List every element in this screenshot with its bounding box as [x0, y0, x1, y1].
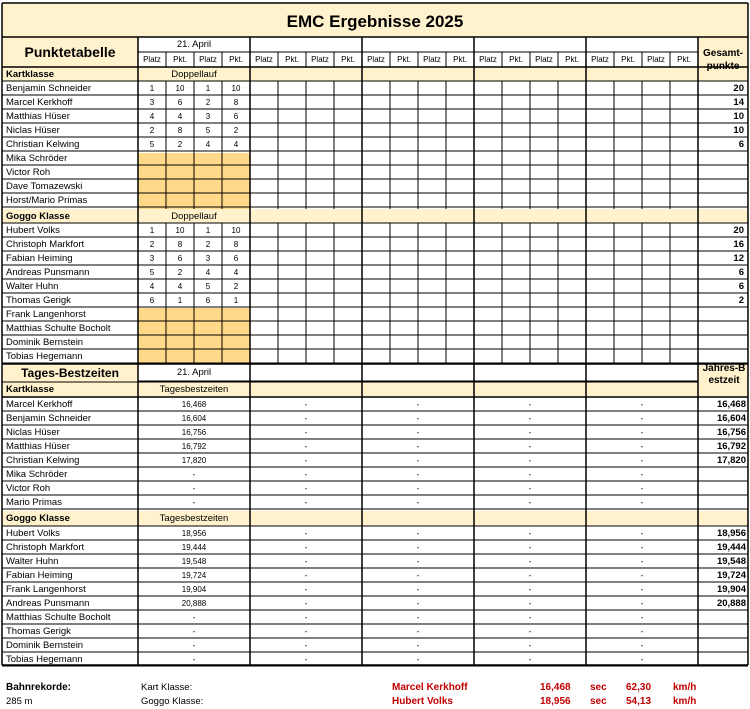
empty-race-dash: - — [304, 470, 308, 479]
goggo-class-label: Goggo Klasse — [6, 211, 70, 222]
goggo-points-row-r1-pkt: 4 — [177, 282, 183, 291]
pkt-column-header: Pkt. — [341, 55, 355, 64]
empty-race-dash: - — [416, 613, 420, 622]
empty-race-dash: - — [528, 442, 532, 451]
goggo-time-row-name: Hubert Volks — [6, 528, 60, 539]
kart-points-row-r1-pkt: 2 — [177, 140, 183, 149]
kart-points-row-r2-pkt: 8 — [233, 98, 239, 107]
goggo-time-row-year-best: 19,724 — [716, 570, 746, 581]
footer-kart-speed-unit: km/h — [673, 682, 697, 693]
times-date-label: 21. April — [176, 367, 212, 378]
goggo-time-row-time: - — [192, 641, 196, 650]
goggo-time-row-name: Andreas Punsmann — [6, 598, 90, 609]
kart-time-row-name: Matthias Hüser — [6, 441, 70, 452]
kart-time-row-name: Mika Schröder — [6, 469, 68, 480]
empty-race-dash: - — [528, 498, 532, 507]
kart-points-row-name: Victor Roh — [6, 167, 51, 178]
platz-column-header: Platz — [647, 55, 665, 64]
platz-column-header: Platz — [311, 55, 329, 64]
empty-race-dash: - — [416, 442, 420, 451]
empty-race-dash: - — [528, 414, 532, 423]
empty-race-dash: - — [304, 442, 308, 451]
goggo-points-row-r2-platz: 5 — [205, 282, 211, 291]
empty-race-dash: - — [416, 414, 420, 423]
kart-points-row-total: 10 — [733, 111, 744, 122]
kart-points-row-name: Matthias Hüser — [6, 111, 70, 122]
bestzeiten-goggo-event-label: Tagesbestzeiten — [159, 513, 229, 524]
empty-race-dash: - — [304, 543, 308, 552]
goggo-points-row-r2-pkt: 4 — [233, 268, 239, 277]
platz-column-header: Platz — [535, 55, 553, 64]
kart-time-row-name: Victor Roh — [6, 483, 51, 494]
empty-race-dash: - — [416, 456, 420, 465]
empty-race-dash: - — [640, 543, 644, 552]
kart-time-row-year-best: 16,604 — [716, 413, 746, 424]
kart-points-row-r2-platz: 2 — [205, 98, 211, 107]
goggo-points-row-r2-platz: 6 — [205, 296, 211, 305]
footer-label: Bahnrekorde: — [6, 682, 72, 693]
empty-race-dash: - — [640, 571, 644, 580]
kart-time-row-time: - — [192, 484, 196, 493]
platz-column-header: Platz — [479, 55, 497, 64]
empty-race-dash: - — [640, 627, 644, 636]
jahres-bestzeit-header — [700, 363, 748, 395]
kart-time-row-time: - — [192, 470, 196, 479]
goggo-points-row-name: Christoph Markfort — [6, 239, 85, 250]
kart-time-row-name: Niclas Hüser — [6, 427, 60, 438]
kart-points-row-total: 10 — [733, 125, 744, 136]
empty-race-dash: - — [304, 599, 308, 608]
empty-race-dash: - — [416, 543, 420, 552]
goggo-points-row-r2-pkt: 6 — [233, 254, 239, 263]
empty-race-dash: - — [304, 585, 308, 594]
empty-race-dash: - — [528, 428, 532, 437]
empty-race-dash: - — [640, 400, 644, 409]
platz-column-header: Platz — [591, 55, 609, 64]
goggo-points-row-r2-pkt: 1 — [233, 296, 239, 305]
footer-goggo-holder: Hubert Volks — [392, 696, 453, 707]
kart-points-row-r1-pkt: 4 — [177, 112, 183, 121]
goggo-points-row-r1-pkt: 2 — [177, 268, 183, 277]
empty-race-dash: - — [528, 641, 532, 650]
kart-points-row-r2-pkt: 4 — [233, 140, 239, 149]
goggo-points-row-r1-platz: 3 — [149, 254, 155, 263]
kart-time-row-time: 17,820 — [181, 456, 207, 465]
footer-goggo-speed: 54,13 — [626, 696, 652, 707]
kart-time-row-time: - — [192, 498, 196, 507]
empty-race-dash: - — [416, 585, 420, 594]
goggo-time-row-time: 19,904 — [181, 585, 207, 594]
goggo-points-row-name: Frank Langenhorst — [6, 309, 86, 320]
empty-race-dash: - — [416, 498, 420, 507]
goggo-points-row-r1-platz: 1 — [149, 226, 155, 235]
empty-race-dash: - — [416, 529, 420, 538]
pkt-column-header: Pkt. — [285, 55, 299, 64]
kart-time-row-time: 16,792 — [181, 442, 207, 451]
empty-race-dash: - — [304, 613, 308, 622]
empty-race-dash: - — [416, 470, 420, 479]
goggo-points-row-r1-platz: 2 — [149, 240, 155, 249]
goggo-points-row-total: 16 — [733, 239, 744, 250]
kart-points-row-name: Horst/Mario Primas — [6, 195, 88, 206]
goggo-points-row-r1-platz: 6 — [149, 296, 155, 305]
goggo-event-label: Doppellauf — [171, 211, 217, 222]
empty-race-dash: - — [528, 599, 532, 608]
goggo-points-row-r1-pkt: 8 — [177, 240, 183, 249]
goggo-points-row-total: 6 — [738, 281, 744, 292]
gesamtpunkte-header — [698, 47, 748, 73]
goggo-time-row-year-best: 19,904 — [716, 584, 746, 595]
empty-race-dash: - — [304, 428, 308, 437]
empty-race-dash: - — [416, 400, 420, 409]
empty-race-dash: - — [416, 641, 420, 650]
footer-track-length: 285 m — [6, 696, 33, 707]
kart-points-row-r1-pkt: 8 — [177, 126, 183, 135]
kart-time-row-name: Marcel Kerkhoff — [6, 399, 73, 410]
goggo-points-row-r1-platz: 4 — [149, 282, 155, 291]
footer-kart-time-unit: sec — [590, 682, 607, 693]
goggo-points-row-r2-platz: 3 — [205, 254, 211, 263]
goggo-time-row-name: Frank Langenhorst — [6, 584, 86, 595]
kart-points-row-r1-platz: 3 — [149, 98, 155, 107]
pkt-column-header: Pkt. — [565, 55, 579, 64]
empty-race-dash: - — [304, 557, 308, 566]
kart-points-row-name: Benjamin Schneider — [6, 83, 92, 94]
pkt-column-header: Pkt. — [621, 55, 635, 64]
pkt-column-header: Pkt. — [677, 55, 691, 64]
kart-time-row-year-best: 16,792 — [716, 441, 746, 452]
kart-time-row-time: 16,604 — [181, 414, 207, 423]
platz-column-header: Platz — [199, 55, 217, 64]
empty-race-dash: - — [304, 655, 308, 664]
goggo-time-row-time: 18,956 — [181, 529, 207, 538]
empty-race-dash: - — [640, 470, 644, 479]
kart-time-row-year-best: 17,820 — [716, 455, 746, 466]
goggo-points-row-r1-platz: 5 — [149, 268, 155, 277]
footer-goggo-time-unit: sec — [590, 696, 607, 707]
goggo-points-row-r2-platz: 2 — [205, 240, 211, 249]
kart-time-row-year-best: 16,756 — [716, 427, 746, 438]
kart-points-row-r1-platz: 1 — [149, 84, 155, 93]
empty-race-dash: - — [640, 557, 644, 566]
empty-race-dash: - — [640, 428, 644, 437]
bestzeiten-kart-class-label: Kartklasse — [6, 384, 55, 395]
goggo-time-row-name: Tobias Hegemann — [6, 654, 83, 665]
empty-race-dash: - — [304, 627, 308, 636]
empty-race-dash: - — [528, 400, 532, 409]
goggo-time-row-name: Thomas Gerigk — [6, 626, 71, 637]
pkt-column-header: Pkt. — [453, 55, 467, 64]
kart-class-label: Kartklasse — [6, 69, 55, 80]
footer-kart-time: 16,468 — [540, 682, 571, 693]
footer-kart-speed: 62,30 — [626, 682, 652, 693]
empty-race-dash: - — [304, 400, 308, 409]
kart-points-row-r2-platz: 4 — [205, 140, 211, 149]
kart-points-row-name: Marcel Kerkhoff — [6, 97, 73, 108]
footer-goggo-time: 18,956 — [540, 696, 571, 707]
kart-points-row-r1-pkt: 6 — [177, 98, 183, 107]
kart-points-row-r2-platz: 3 — [205, 112, 211, 121]
kart-points-row-r1-platz: 2 — [149, 126, 155, 135]
kart-points-row-r1-pkt: 10 — [175, 84, 185, 93]
goggo-time-row-time: 20,888 — [181, 599, 207, 608]
goggo-time-row-time: - — [192, 613, 196, 622]
kart-time-row-time: 16,756 — [181, 428, 207, 437]
empty-race-dash: - — [528, 585, 532, 594]
goggo-time-row-time: 19,444 — [181, 543, 207, 552]
empty-race-dash: - — [416, 428, 420, 437]
goggo-points-row-total: 6 — [738, 267, 744, 278]
points-date-label: 21. April — [176, 39, 212, 50]
empty-race-dash: - — [528, 470, 532, 479]
tages-bestzeiten-heading: Tages-Bestzeiten — [21, 366, 119, 380]
bestzeiten-kart-event-label: Tagesbestzeiten — [159, 384, 229, 395]
goggo-points-row-r2-platz: 1 — [205, 226, 211, 235]
punktetabelle-heading: Punktetabelle — [24, 44, 116, 60]
empty-race-dash: - — [528, 627, 532, 636]
pkt-column-header: Pkt. — [397, 55, 411, 64]
empty-race-dash: - — [528, 484, 532, 493]
goggo-time-row-name: Matthias Schulte Bocholt — [6, 612, 111, 623]
empty-race-dash: - — [416, 571, 420, 580]
empty-race-dash: - — [640, 613, 644, 622]
goggo-time-row-name: Dominik Bernstein — [6, 640, 84, 651]
kart-time-row-time: 16,468 — [181, 400, 207, 409]
empty-race-dash: - — [304, 498, 308, 507]
goggo-points-row-r2-platz: 4 — [205, 268, 211, 277]
goggo-points-row-total: 2 — [738, 295, 744, 306]
kart-time-row-name: Christian Kelwing — [6, 455, 80, 466]
goggo-time-row-name: Christoph Markfort — [6, 542, 85, 553]
kart-time-row-name: Mario Primas — [6, 497, 62, 508]
empty-race-dash: - — [640, 498, 644, 507]
kart-points-row-r2-pkt: 6 — [233, 112, 239, 121]
pkt-column-header: Pkt. — [173, 55, 187, 64]
empty-race-dash: - — [304, 571, 308, 580]
goggo-time-row-year-best: 18,956 — [716, 528, 746, 539]
footer-kart-class: Kart Klasse: — [141, 682, 193, 693]
empty-race-dash: - — [304, 456, 308, 465]
empty-race-dash: - — [416, 627, 420, 636]
goggo-points-row-name: Thomas Gerigk — [6, 295, 71, 306]
empty-race-dash: - — [416, 557, 420, 566]
kart-points-row-r2-pkt: 2 — [233, 126, 239, 135]
kart-points-row-r2-platz: 5 — [205, 126, 211, 135]
platz-column-header: Platz — [367, 55, 385, 64]
empty-race-dash: - — [528, 543, 532, 552]
empty-race-dash: - — [304, 529, 308, 538]
kart-points-row-name: Dave Tomazewski — [6, 181, 83, 192]
empty-race-dash: - — [416, 655, 420, 664]
kart-time-row-year-best: 16,468 — [716, 399, 746, 410]
goggo-points-row-name: Walter Huhn — [6, 281, 59, 292]
goggo-points-row-name: Fabian Heiming — [6, 253, 73, 264]
platz-column-header: Platz — [143, 55, 161, 64]
empty-race-dash: - — [640, 641, 644, 650]
jahres-bestzeit-label: Jahres-Bestzeit — [702, 363, 746, 386]
goggo-points-row-name: Andreas Punsmann — [6, 267, 90, 278]
kart-points-row-name: Niclas Hüser — [6, 125, 60, 136]
goggo-points-row-total: 20 — [733, 225, 744, 236]
pkt-column-header: Pkt. — [229, 55, 243, 64]
goggo-points-row-r2-pkt: 2 — [233, 282, 239, 291]
empty-race-dash: - — [304, 414, 308, 423]
goggo-points-row-r1-pkt: 1 — [177, 296, 183, 305]
kart-points-row-r2-pkt: 10 — [231, 84, 241, 93]
kart-points-row-total: 14 — [733, 97, 744, 108]
goggo-time-row-name: Fabian Heiming — [6, 570, 73, 581]
empty-race-dash: - — [640, 585, 644, 594]
goggo-time-row-name: Walter Huhn — [6, 556, 59, 567]
goggo-points-row-name: Tobias Hegemann — [6, 351, 83, 362]
kart-points-row-r1-platz: 4 — [149, 112, 155, 121]
platz-column-header: Platz — [423, 55, 441, 64]
goggo-time-row-time: - — [192, 627, 196, 636]
empty-race-dash: - — [528, 571, 532, 580]
empty-race-dash: - — [528, 655, 532, 664]
kart-time-row-name: Benjamin Schneider — [6, 413, 92, 424]
empty-race-dash: - — [528, 613, 532, 622]
goggo-time-row-time: 19,724 — [181, 571, 207, 580]
bestzeiten-goggo-class-label: Goggo Klasse — [6, 513, 70, 524]
goggo-points-row-total: 12 — [733, 253, 744, 264]
empty-race-dash: - — [304, 641, 308, 650]
empty-race-dash: - — [304, 484, 308, 493]
footer-goggo-speed-unit: km/h — [673, 696, 697, 707]
footer-kart-holder: Marcel Kerkhoff — [392, 682, 468, 693]
goggo-time-row-year-best: 19,444 — [716, 542, 746, 553]
goggo-points-row-r1-pkt: 10 — [175, 226, 185, 235]
goggo-points-row-r2-pkt: 10 — [231, 226, 241, 235]
goggo-time-row-year-best: 19,548 — [716, 556, 746, 567]
kart-points-row-name: Mika Schröder — [6, 153, 68, 164]
goggo-points-row-r1-pkt: 6 — [177, 254, 183, 263]
goggo-time-row-year-best: 20,888 — [716, 598, 746, 609]
empty-race-dash: - — [640, 484, 644, 493]
platz-column-header: Platz — [255, 55, 273, 64]
kart-points-row-r1-platz: 5 — [149, 140, 155, 149]
empty-race-dash: - — [640, 456, 644, 465]
goggo-points-row-name: Matthias Schulte Bocholt — [6, 323, 111, 334]
empty-race-dash: - — [528, 557, 532, 566]
kart-event-label: Doppellauf — [171, 69, 217, 80]
kart-points-row-name: Christian Kelwing — [6, 139, 80, 150]
empty-race-dash: - — [640, 599, 644, 608]
footer-goggo-class: Goggo Klasse: — [141, 696, 204, 707]
empty-race-dash: - — [640, 414, 644, 423]
empty-race-dash: - — [640, 442, 644, 451]
empty-race-dash: - — [528, 529, 532, 538]
empty-race-dash: - — [528, 456, 532, 465]
goggo-time-row-time: - — [192, 655, 196, 664]
pkt-column-header: Pkt. — [509, 55, 523, 64]
page-title: EMC Ergebnisse 2025 — [286, 12, 464, 31]
kart-points-row-total: 6 — [738, 139, 744, 150]
kart-points-row-total: 20 — [733, 83, 744, 94]
goggo-points-row-r2-pkt: 8 — [233, 240, 239, 249]
gesamtpunkte-label: Gesamt-punkte — [702, 48, 743, 72]
goggo-time-row-time: 19,548 — [181, 557, 207, 566]
empty-race-dash: - — [416, 599, 420, 608]
kart-points-row-r2-platz: 1 — [205, 84, 211, 93]
goggo-points-row-name: Dominik Bernstein — [6, 337, 84, 348]
empty-race-dash: - — [640, 529, 644, 538]
goggo-points-row-name: Hubert Volks — [6, 225, 60, 236]
empty-race-dash: - — [640, 655, 644, 664]
empty-race-dash: - — [416, 484, 420, 493]
